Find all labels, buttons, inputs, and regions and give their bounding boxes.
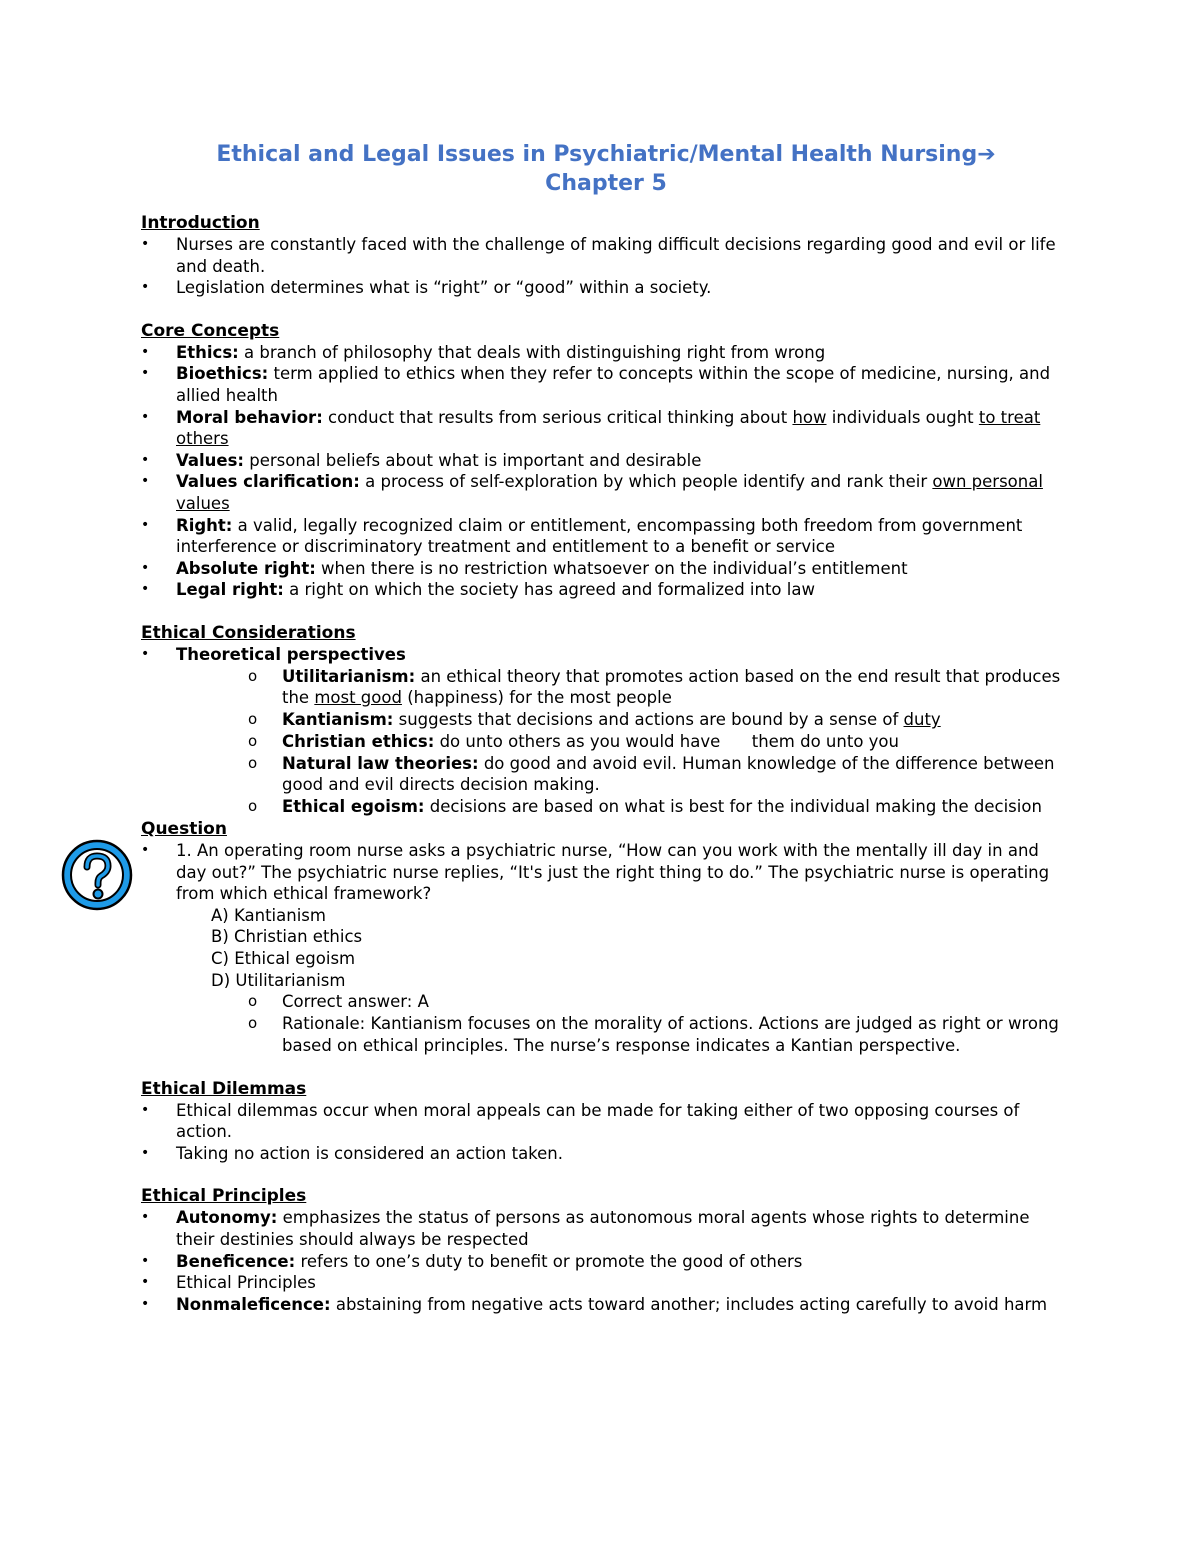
section-heading: Ethical Considerations (141, 622, 356, 643)
section-question (141, 818, 1071, 1057)
answer-option: C) Ethical egoism (211, 949, 356, 969)
section-introduction (141, 212, 1071, 299)
section-heading: Introduction (141, 213, 260, 233)
sub-list-item: o Kantianism: suggests that decisions and actions are bound by a sense of duty (248, 710, 941, 730)
section-heading: Ethical Dilemmas (141, 1078, 307, 1099)
list-item: • Beneficence: refers to one’s duty to benefit or promote the good of others (141, 1251, 803, 1271)
list-item: • Autonomy: emphasizes the status of persons as autonomous moral agents whose rights to determine their destinies should always be respected (141, 1208, 1030, 1249)
list-item: • Legislation determines what is “right” or “good” within a society. (141, 278, 712, 298)
question-stem: • 1. An operating room nurse asks a psychiatric nurse, “How can you work with the mentally ill day in and day out?” The psychiatric nurse replies, “It's just the right thing to do.” The psychiatric nurse is operating from which ethical framework? (141, 841, 1050, 904)
sub-list-item: o Ethical egoism: decisions are based on what is best for the individual making the decision (248, 797, 1042, 817)
section-ethical-dilemmas (141, 1078, 1071, 1165)
list-item: • Ethical dilemmas occur when moral appeals can be made for taking either of two opposing courses of action. (141, 1100, 1020, 1142)
document-title (141, 140, 1071, 198)
rationale: o Rationale: Kantianism focuses on the morality of actions. Actions are judged as right or wrong based on ethical principles. The nurse’s response indicates a Kantian perspective. (248, 1014, 1059, 1055)
list-item: • Nonmaleficence: abstaining from negative acts toward another; includes acting carefully to avoid harm (141, 1294, 1048, 1314)
answer-option: D) Utilitarianism (211, 970, 346, 990)
correct-answer: o Correct answer: A (248, 992, 429, 1012)
list-item: • Nurses are constantly faced with the challenge of making difficult decisions regarding good and evil or life and death. (141, 235, 1056, 276)
list-item: • Right: a valid, legally recognized claim or entitlement, encompassing both freedom from government interference or discriminatory treatment and entitlement to a benefit or service (141, 515, 1023, 557)
list-item: • Values: personal beliefs about what is important and desirable (141, 450, 702, 470)
answer-option: A) Kantianism (211, 905, 326, 925)
section-ethical-principles (141, 1185, 1071, 1315)
title-line-2: Chapter 5 (545, 171, 667, 196)
list-item: • Legal right: a right on which the society has agreed and formalized into law (141, 580, 815, 600)
title-line-1: Ethical and Legal Issues in Psychiatric/Mental Health Nursing (216, 142, 978, 167)
list-item: • Theoretical perspectives (141, 644, 406, 664)
list-item: • Taking no action is considered an action taken. (141, 1143, 564, 1163)
sub-list-item: o Natural law theories: do good and avoid evil. Human knowledge of the difference between good and evil directs decision making. (248, 753, 1055, 795)
answer-options (141, 905, 1071, 991)
answer-option: B) Christian ethics (211, 927, 363, 947)
list-item: • Ethical Principles (141, 1273, 316, 1293)
document-page (141, 140, 1071, 1336)
sub-list-item: o Christian ethics: do unto others as you would have them do unto you (248, 731, 899, 751)
section-heading: Ethical Principles (141, 1186, 307, 1207)
list-item: • Values clarification: a process of self-exploration by which people identify and rank their own personal values (141, 472, 1043, 513)
section-core-concepts (141, 320, 1071, 601)
section-ethical-considerations (141, 622, 1071, 818)
list-item: • Ethics: a branch of philosophy that deals with distinguishing right from wrong (141, 342, 826, 362)
sub-list-item: o Utilitarianism: an ethical theory that promotes action based on the end result that produces the most good (happiness) for the most people (248, 666, 1061, 708)
list-item: • Bioethics: term applied to ethics when they refer to concepts within the scope of medicine, nursing, and allied health (141, 364, 1051, 405)
section-heading: Core Concepts (141, 320, 280, 341)
question-icon (60, 838, 134, 912)
list-item: • Absolute right: when there is no restriction whatsoever on the individual’s entitlement (141, 558, 908, 578)
arrow-icon: ➔ (977, 142, 996, 167)
section-heading: Question (141, 819, 227, 840)
list-item: • Moral behavior: conduct that results from serious critical thinking about how individuals ought to treat others (141, 407, 1041, 449)
